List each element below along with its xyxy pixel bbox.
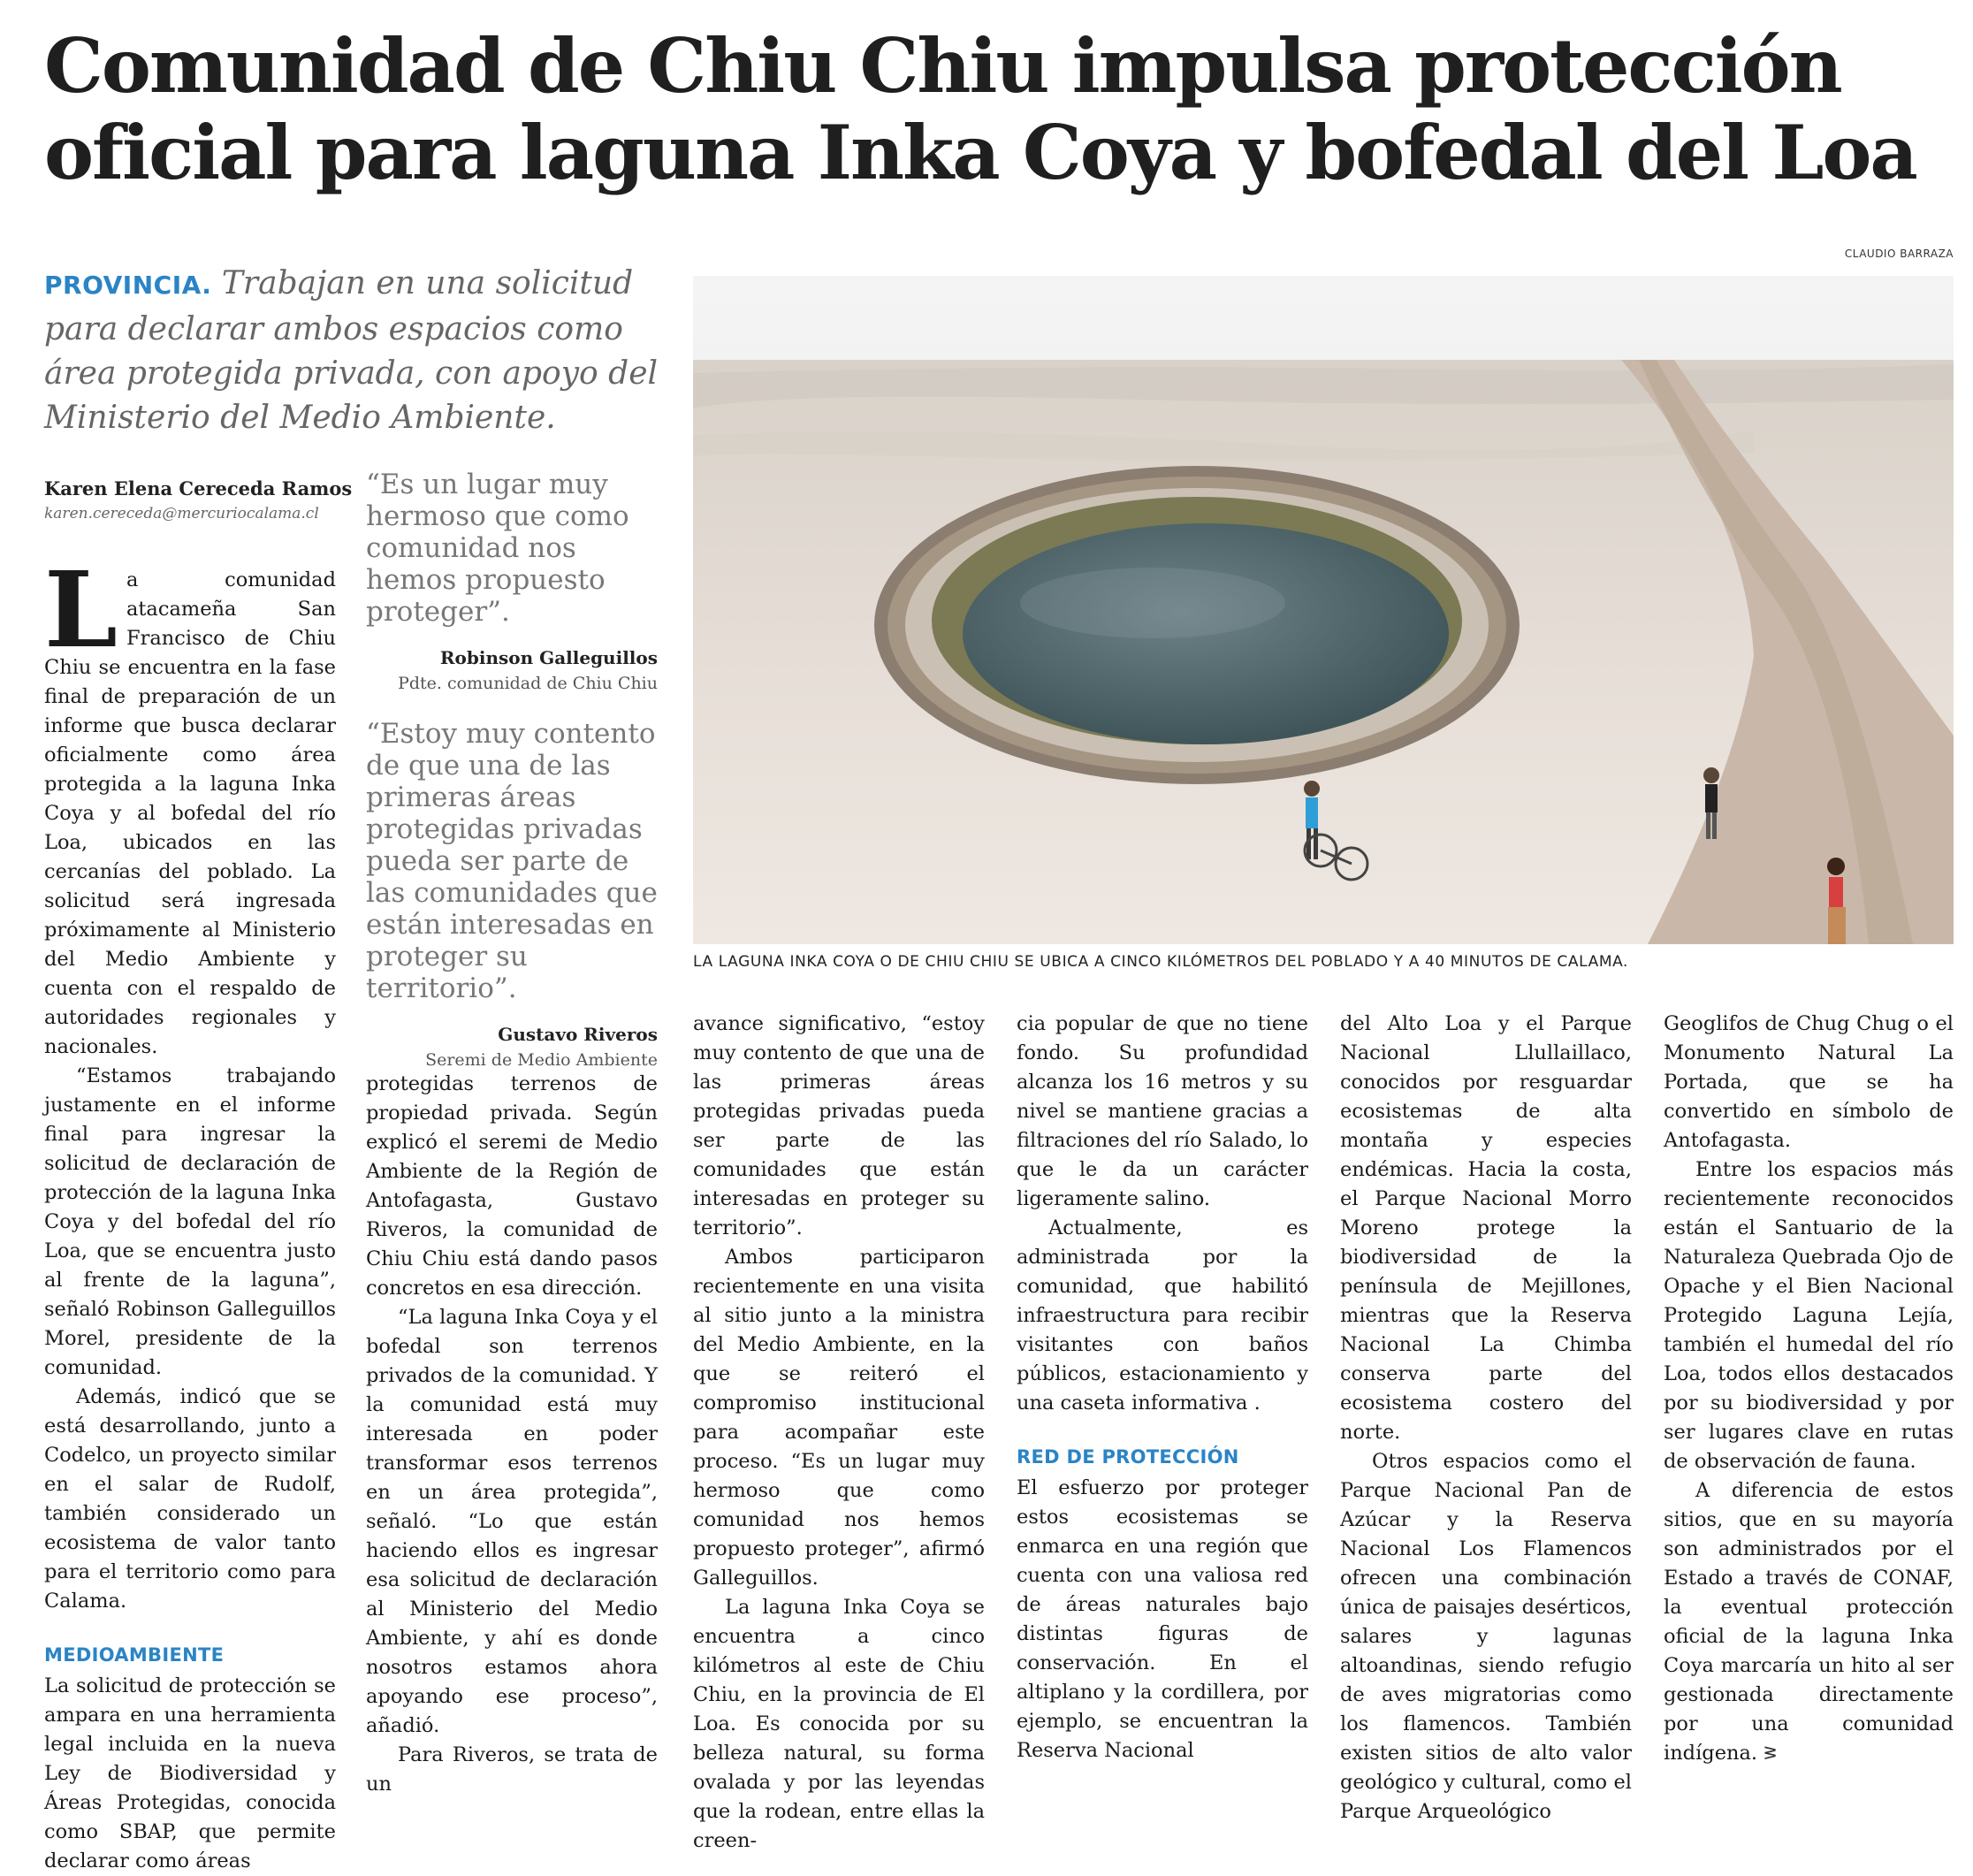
paragraph: Actualmente, es administrada por la comunidad, que habilitó infraestructura para recibir visitantes con baños públicos, estacionamiento y una caseta informativa . xyxy=(1017,1216,1308,1415)
pull-quote: “Es un lugar muy hermoso que como comunidad nos hemos propuesto proteger”. xyxy=(366,469,629,628)
quote-author: Robinson Galleguillos xyxy=(439,647,658,668)
paragraph: “Estamos trabajando justamente en el informe final para ingresar la solicitud de declaración de protección de la laguna Inka Coya y del bofedal del río Loa, que se encuentra justo al frente de la laguna”, señaló Robinson Galleguillos Morel, presidente de la comunidad. xyxy=(44,1064,336,1379)
headline: Comunidad de Chiu Chiu impulsa protección oficial para laguna Inka Coya y bofedal del Loa xyxy=(44,22,1916,196)
lead-text: Trabajan en una solicitud para declarar ambos espacios como área protegida privada, con apoyo del Ministerio del Medio Ambiente. xyxy=(44,265,659,436)
article-column-4 xyxy=(1017,1010,1308,1765)
paragraph: Ambos participaron recientemente en una visita al sitio junto a la ministra del Medio Ambiente, en la que se reiteró el compromiso institucional para acompañar este proceso. “Es un lugar muy hermoso que como comunidad nos hemos propuesto proteger”, afirmó Galleguillos. xyxy=(693,1246,985,1590)
paragraph: avance significativo, “estoy muy contento de que una de las primeras áreas protegidas privadas pueda ser parte de las comunidades que están interesadas en proteger su territorio”. xyxy=(693,1012,985,1239)
paragraph-text: A diferencia de estos sitios, que en su mayoría son administrados por el Estado a través de CONAF, la eventual protección oficial de la laguna Inka Coya marcaría un hito al ser gestionada directamente por una comunidad indígena. xyxy=(1664,1479,1954,1765)
quote-author-role: Pdte. comunidad de Chiu Chiu xyxy=(398,674,658,693)
paragraph xyxy=(1664,1476,1954,1768)
quote-author-role: Seremi de Medio Ambiente xyxy=(425,1050,658,1070)
article-column-3 xyxy=(693,1010,985,1856)
subheading: MEDIOAMBIENTE xyxy=(44,1644,225,1666)
paragraph: a comunidad atacameña San Francisco de Chiu Chiu se encuentra en la fase final de preparación de un informe que busca declarar oficialmente como área protegida a la laguna Inka Coya y al bofedal del río Loa, ubicados en las cercanías del poblado. La solicitud será ingresada próximamente al Ministerio del Medio Ambiente y cuenta con el respaldo de autoridades regionales y nacionales. xyxy=(44,568,336,1058)
article-column-6 xyxy=(1664,1010,1954,1768)
article-column-5 xyxy=(1340,1010,1632,1826)
pull-quotes xyxy=(366,469,658,1070)
paragraph: El esfuerzo por proteger estos ecosistemas se enmarca en una región que cuenta con una valiosa red de áreas naturales bajo distintas figuras de conservación. En el altiplano y la cordillera, por ejemplo, se encuentran la Reserva Nacional xyxy=(1017,1476,1308,1762)
paragraph: Para Riveros, se trata de un xyxy=(366,1743,658,1796)
section-tag: PROVINCIA. xyxy=(44,271,212,300)
lead-paragraph xyxy=(44,262,663,440)
author-email[interactable]: karen.cereceda@mercuriocalama.cl xyxy=(44,505,319,522)
subheading: RED DE PROTECCIÓN xyxy=(1017,1446,1239,1468)
photo-credit: CLAUDIO BARRAZA xyxy=(1844,248,1954,260)
paragraph: cia popular de que no tiene fondo. Su profundidad alcanza los 16 metros y su nivel se mantiene gracias a filtraciones del río Salado, lo que le da un carácter ligeramente salino. xyxy=(1017,1012,1308,1210)
author-name: Karen Elena Cereceda Ramos xyxy=(44,477,353,500)
pull-quote: “Estoy muy contento de que una de las primeras áreas protegidas privadas pueda ser parte de las comunidades que están interesadas en proteger su territorio”. xyxy=(366,718,658,1004)
paragraph: protegidas terrenos de propiedad privada. Según explicó el seremi de Medio Ambiente de la Región de Antofagasta, Gustavo Riveros, la comunidad de Chiu Chiu está dando pasos concretos en esa dirección. xyxy=(366,1072,658,1300)
paragraph: del Alto Loa y el Parque Nacional Llullaillaco, conocidos por resguardar ecosistemas de alta montaña y especies endémicas. Hacia la costa, el Parque Nacional Morro Moreno protege la biodiversidad de la península de Mejillones, mientras que la Reserva Nacional La Chimba conserva parte del ecosistema costero del norte. xyxy=(1340,1012,1632,1444)
paragraph: Otros espacios como el Parque Nacional Pan de Azúcar y la Reserva Nacional Los Flamencos ofrecen una combinación única de paisajes desérticos, salares y lagunas altoandinas, siendo refugio de aves migratorias como los flamencos. También existen sitios de alto valor geológico y cultural, como el Parque Arqueológico xyxy=(1340,1450,1632,1823)
paragraph: La laguna Inka Coya se encuentra a cinco kilómetros al este de Chiu Chiu, en la provincia de El Loa. Es conocida por su belleza natural, su forma ovalada y por las leyendas que la rodean, entre ellas la creen- xyxy=(693,1596,985,1852)
photo-caption: LA LAGUNA INKA COYA O DE CHIU CHIU SE UBICA A CINCO KILÓMETROS DEL POBLADO Y A 40 MINUTOS DE CALAMA. xyxy=(693,953,1629,971)
article-column-1 xyxy=(44,548,336,1876)
paragraph: Además, indicó que se está desarrollando, junto a Codelco, un proyecto similar en el salar de Rudolf, también considerado un ecosistema de valor tanto para el territorio como para Calama. xyxy=(44,1385,336,1613)
paragraph: Geoglifos de Chug Chug o el Monumento Natural La Portada, que se ha convertido en símbolo de Antofagasta. xyxy=(1664,1012,1954,1152)
paragraph: La solicitud de protección se ampara en una herramienta legal incluida en la nueva Ley de Biodiversidad y Áreas Protegidas, conocida como SBAP, que permite declarar como áreas xyxy=(44,1674,336,1872)
lagoon-photo xyxy=(693,276,1954,944)
byline xyxy=(44,477,354,522)
article-column-2 xyxy=(366,1070,658,1799)
end-mark-icon: ᕒ xyxy=(1764,1743,1777,1764)
drop-cap: L xyxy=(44,548,118,671)
quote-author: Gustavo Riveros xyxy=(498,1024,658,1045)
paragraph: “La laguna Inka Coya y el bofedal son terrenos privados de la comunidad. Y la comunidad está muy interesada en poder transformar esos terrenos en un área protegida”, señaló. “Lo que están haciendo ellos es ingresar esa solicitud de declaración al Ministerio del Medio Ambiente, y ahí es donde nosotros estamos ahora apoyando ese proceso”, añadió. xyxy=(366,1306,658,1737)
paragraph: Entre los espacios más recientemente reconocidos están el Santuario de la Naturaleza Quebrada Ojo de Opache y el Bien Nacional Protegido Laguna Lejía, también el humedal del río Loa, todos ellos destacados por su biodiversidad y por ser lugares clave en rutas de observación de fauna. xyxy=(1664,1158,1954,1473)
